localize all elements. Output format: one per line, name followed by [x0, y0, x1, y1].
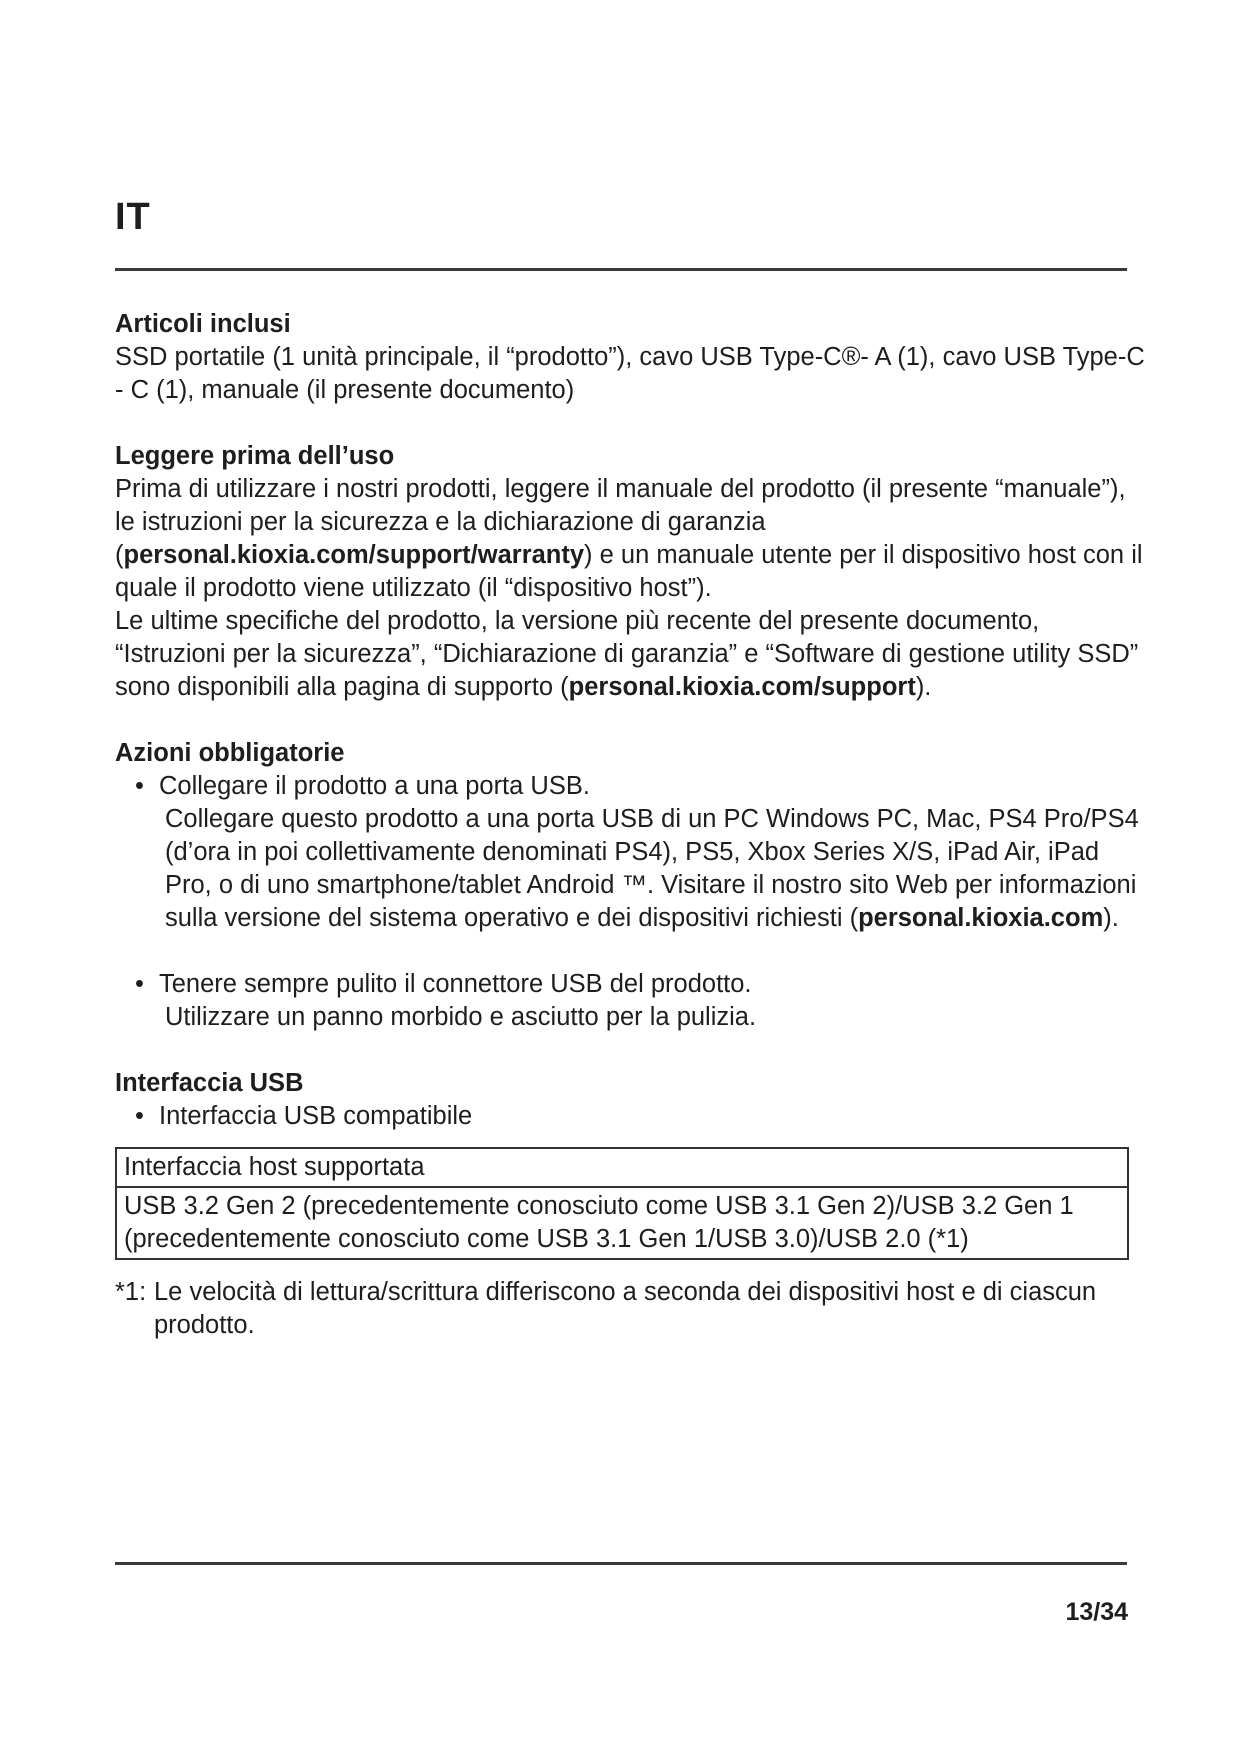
paragraph-text: ) e un manuale utente per il dispositivo host con il quale il prodotto viene utilizzato (il “dispositivo host”).: [115, 541, 1143, 602]
section-usb-interface: [115, 1067, 1145, 1342]
bullet-icon: •: [135, 772, 144, 800]
language-code: IT: [115, 196, 151, 238]
usb-interface-list: [115, 1100, 1145, 1133]
usb-interface-table: [115, 1147, 1129, 1260]
table-cell: USB 3.2 Gen 2 (precedentemente conosciuto come USB 3.1 Gen 2)/USB 3.2 Gen 1 (precedentemente conosciuto come USB 3.1 Gen 1/USB 3.0)/USB 2.0 (*1): [116, 1187, 1128, 1259]
bullet-icon: •: [135, 1102, 144, 1130]
table-row: [116, 1187, 1128, 1259]
paragraph-text: Prima di utilizzare i nostri prodotti, leggere il manuale del prodotto (il presente “manuale”), le istruzioni per la sicurezza e la dichiarazione di garanzia (: [115, 475, 1126, 569]
table-header-cell: Interfaccia host supportata: [116, 1148, 1128, 1187]
bullet-heading: Interfaccia USB compatibile: [159, 1102, 473, 1130]
bottom-divider: [115, 1562, 1127, 1565]
list-item: [115, 770, 1145, 935]
page-number: 13/34: [1065, 1598, 1128, 1626]
section-title: Azioni obbligatorie: [115, 739, 345, 767]
section-mandatory-actions: [115, 737, 1145, 1034]
section-title: Interfaccia USB: [115, 1069, 304, 1097]
read-before-paragraph-1: [115, 473, 1145, 605]
bullet-icon: •: [135, 970, 144, 998]
support-link[interactable]: personal.kioxia.com/support: [568, 673, 916, 701]
bullet-body: [159, 803, 1145, 935]
bullet-heading: Collegare il prodotto a una porta USB.: [159, 772, 590, 800]
mandatory-actions-list: [115, 770, 1145, 1034]
kioxia-site-link[interactable]: personal.kioxia.com: [858, 904, 1104, 932]
top-divider: [115, 268, 1127, 271]
section-title: Articoli inclusi: [115, 310, 291, 338]
warranty-link[interactable]: personal.kioxia.com/support/warranty: [123, 541, 585, 569]
bullet-body: Utilizzare un panno morbido e asciutto per la pulizia.: [165, 1003, 757, 1031]
section-title: Leggere prima dell’uso: [115, 442, 395, 470]
table-row: [116, 1148, 1128, 1187]
section-included-items: [115, 308, 1145, 407]
paragraph-text: Le ultime specifiche del prodotto, la versione più recente del presente documento, “Istruzioni per la sicurezza”, “Dichiarazione di garanzia” e “Software di gestione utility SSD” sono disponibili alla pagina di supporto (: [115, 607, 1139, 701]
footnote: [115, 1276, 1145, 1342]
bullet-body-text: ).: [1103, 904, 1119, 932]
footnote-mark: *1:: [115, 1278, 147, 1306]
footnote-text: Le velocità di lettura/scrittura differiscono a seconda dei dispositivi host e di ciascun prodotto.: [154, 1278, 1097, 1339]
list-item: [115, 968, 1145, 1034]
section-read-before-use: [115, 440, 1145, 704]
paragraph-text: ).: [915, 673, 932, 701]
list-item: [115, 1100, 1145, 1133]
bullet-heading: Tenere sempre pulito il connettore USB del prodotto.: [159, 970, 752, 998]
bullet-body-text: Collegare questo prodotto a una porta USB di un PC Windows PC, Mac, PS4 Pro/PS4 (d’ora in poi collettivamente denominati PS4), PS5, Xbox Series X/S, iPad Air, iPad Pro, o di uno smartphone/tablet Android ™. Visitare il nostro sito Web per informazioni sulla versione del sistema operativo e dei dispositivi richiesti (: [165, 805, 1139, 932]
included-items-text: SSD portatile (1 unità principale, il “prodotto”), cavo USB Type-C®- A (1), cavo USB Type-C - C (1), manuale (il presente documento): [115, 343, 1145, 404]
read-before-paragraph-2: [115, 605, 1145, 704]
page-content: [115, 308, 1145, 1375]
